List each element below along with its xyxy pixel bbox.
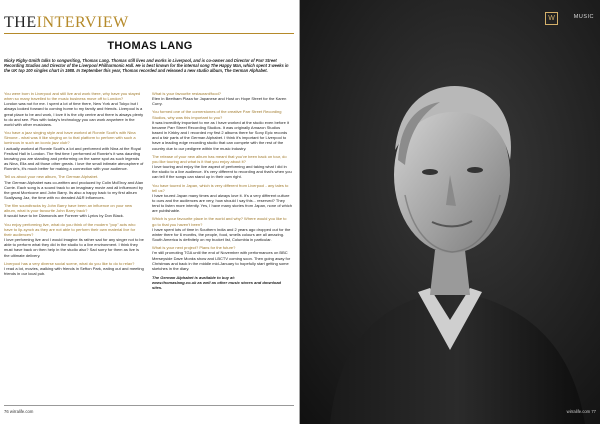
question: Liverpool has a very diverse social scene, what do you like to do to relax? (4, 260, 135, 266)
footer-rule (4, 405, 294, 406)
availability-credit (152, 275, 292, 290)
article-intro: Nicky Rigby-Smith talks to songwriting, Thomas Lang. Thomas still lives and works in Liverpool, and is co-owner and Director of Parr Street Recording Studios and Director of the Liverpool Philharmonic Hall. He is best known for the internal song The Happy Man, which spent 3 weeks in the UK top 100 singles chart in 1988. In September this year, Thomas recorded and released a new studio album, The German Alphabet. (4, 58, 289, 74)
question: What is your next project? Plans for the future? (152, 245, 236, 251)
question: Which is your favourite place in the world and why? Where would you like to go to that you haven't been? (152, 216, 287, 227)
header-word-interview: INTERVIEW (36, 14, 129, 31)
answer: I'm still promoting TGA until the end of November with performances on BBC Merseyside Dave Monks show and LBCTV coming soon. Then going away for Christmas and back in the middle mid-January to hopefully start getting some sketches in the diary. (152, 250, 291, 271)
footer-right: wirralife.com 77 (566, 409, 596, 414)
question: You formed one of the cornerstones of the creative Parr Street Recording Studios, why was this important to you? (152, 109, 282, 120)
column-right (152, 91, 292, 290)
question: What is your favourite restaurant/food? (152, 91, 221, 96)
portrait-photo (300, 0, 600, 424)
question: You have toured in Japan, which is very different from Liverpool - any tales to tell us? (152, 182, 289, 193)
question: You were born in Liverpool and still live and work there, why have you stayed when so many travelled to the music business move off to London? (4, 91, 141, 102)
answer: I love touring and enjoy the live aspect of performing and taking what I did in the studio to a live audience. It's very different to recording and that's when you can tell if the songs can stand up in their own right. (152, 164, 292, 180)
question: You have a jazz singing style and have worked at Ronnie Scott's with Nina Simone - what was it like singing on to that platform to perform with such a luminous in such an iconic jazz club? (4, 130, 136, 146)
magazine-logo-badge: W (545, 12, 558, 25)
answer: I love performing live and I would imagine its rather sad for any singer not to be able to perform what they did in the studio to a live environment. I think they must have back on then help in the studio also? Sad sorry for them as live is the ultimate delivery. (4, 237, 144, 258)
column-left (4, 91, 144, 279)
answer: It would have to be Diamonds are Forever with Lyrics by Don Black. (4, 213, 124, 219)
article-title: THOMAS LANG (107, 40, 193, 52)
section-label-music: MUSIC (573, 14, 594, 20)
footer-left: 76 wirralife.com (4, 409, 34, 414)
credit-line-2: www.thomaslang.co.uk as well as other music stores and download sites. (152, 280, 281, 291)
answer: The German Alphabet was co-written and produced by Colin McElroy and Alan Currie. Each song is a sound track to an imaginary movie and all influenced by the great Morricone and John Barry. Its also a happy back to my first album Scallywag Jaz, the time with no dreaded A&R influences. (4, 179, 144, 200)
question: The film soundtracks by John Barry have been an influence on your new album, what is your favourite John Barry track? (4, 203, 133, 214)
question: You enjoy performing live, what do you think of the modern "pop" acts who have to lip-synch as they are not able to perform their own material live for their audiences? (4, 221, 136, 237)
section-header (4, 14, 129, 32)
answer: I have toured Japan many times and always love it. It's a very different culture to ours and the audiences are very, how should I say this... reserved? They tend to listen more intently. Yes, I have many stories from Japan, none of which are publishable. (152, 192, 293, 214)
answer: I read a lot, movies, walking with friends in Sefton Park, eating out and meeting friends in our local pub. (4, 265, 144, 276)
answer: London was not for me. I spent a lot of time there, New York and Tokyo but I always looked forward to coming home to my family and friends. Liverpool is a great place to be and work, I love it is the city centre and there is always plenty to do and see. Plus with today's technology you can work anywhere in the world with other musicians. (4, 101, 144, 127)
answer: It was incredibly important to me as I have worked at the studio even before it became Parr Street Recording Studios. It was originally Amazon Studios based in Kirkby and I recorded my first 2 albums there for Sony Epic records and a fair parts of the German Alphabet. I think it's important for Liverpool to have a leading edge recording studio that can compete with the rest of the country due to our pedigree within the music industry. (152, 119, 289, 151)
header-word-the: THE (4, 14, 37, 31)
answer: I have spent lots of time in Southern India and 2 years ago dropped out for the winter there for 6 months, the people, food, smells colours are all amazing. South America is definitely on my bucket list, Columbia in particular. (152, 226, 291, 243)
answer: Eten in Beetham Plaza for Japanese and Host on Hope Street for the Karen Curry. (152, 96, 287, 107)
header-rule (4, 33, 294, 34)
right-page (300, 0, 600, 424)
question: The release of your new album has meant that you've been back on tour, do you like touring and what is it that you enjoy about it? (152, 153, 287, 164)
credit-line-1: The German Alphabet is available to buy at: (152, 275, 235, 280)
question: Tell us about your new album, The German Alphabet. (4, 174, 99, 180)
answer: I actually worked at Ronnie Scott's a lot and performed with Nina at the Royal Festival Hall in London. The first time I performed at Ronnie's it was daunting knowing you are standing and performing on the same spot as such legends as Nina, Ella and all those other greats. I love the small intimate atmosphere of Ronnie's, it's much better for making a connection with your audience. (4, 145, 144, 172)
